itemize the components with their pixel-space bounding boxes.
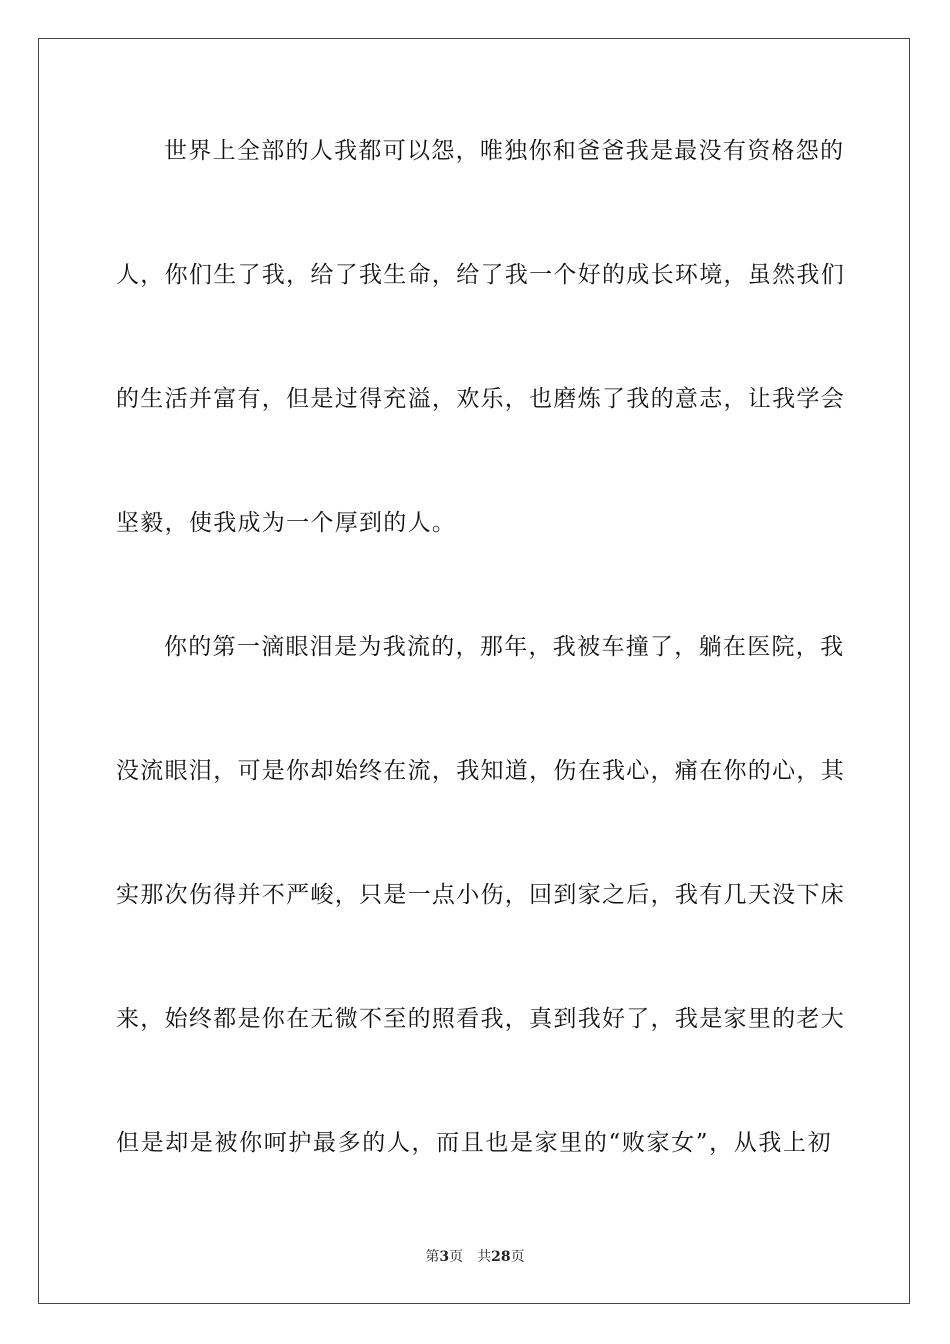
paragraph-2-line-3: 实那次伤得并不严峻，只是一点小伤，回到家之后，我有几天没下床 bbox=[116, 882, 845, 908]
paragraph-1-line-2: 人，你们生了我，给了我生命，给了我一个好的成长环境，虽然我们 bbox=[116, 262, 845, 288]
paragraph-2-line-2: 没流眼泪，可是你却始终在流，我知道，伤在我心，痛在你的心，其 bbox=[116, 758, 845, 784]
page-suffix: 页 bbox=[449, 1249, 464, 1265]
paragraph-1-line-3: 的生活并富有，但是过得充溢，欢乐，也磨炼了我的意志，让我学会 bbox=[116, 386, 845, 412]
paragraph-2-line-4: 来，始终都是你在无微不至的照看我，真到我好了，我是家里的老大 bbox=[116, 1006, 845, 1032]
current-page-number: 3 bbox=[439, 1249, 450, 1265]
total-prefix: 共 bbox=[477, 1249, 492, 1265]
total-page-count: 28 bbox=[491, 1249, 511, 1265]
page-border bbox=[38, 38, 910, 1304]
total-suffix: 页 bbox=[510, 1249, 525, 1265]
page-prefix: 第 bbox=[425, 1249, 440, 1265]
paragraph-1-line-4: 坚毅，使我成为一个厚到的人。 bbox=[116, 510, 457, 536]
paragraph-2-line-1: 你的第一滴眼泪是为我流的，那年，我被车撞了，躺在医院，我 bbox=[164, 634, 845, 660]
paragraph-1-line-1: 世界上全部的人我都可以怨，唯独你和爸爸我是最没有资格怨的 bbox=[164, 138, 845, 164]
page-number-footer bbox=[0, 1248, 950, 1266]
paragraph-2-line-5: 但是却是被你呵护最多的人，而且也是家里的“败家女”，从我上初 bbox=[116, 1130, 832, 1156]
